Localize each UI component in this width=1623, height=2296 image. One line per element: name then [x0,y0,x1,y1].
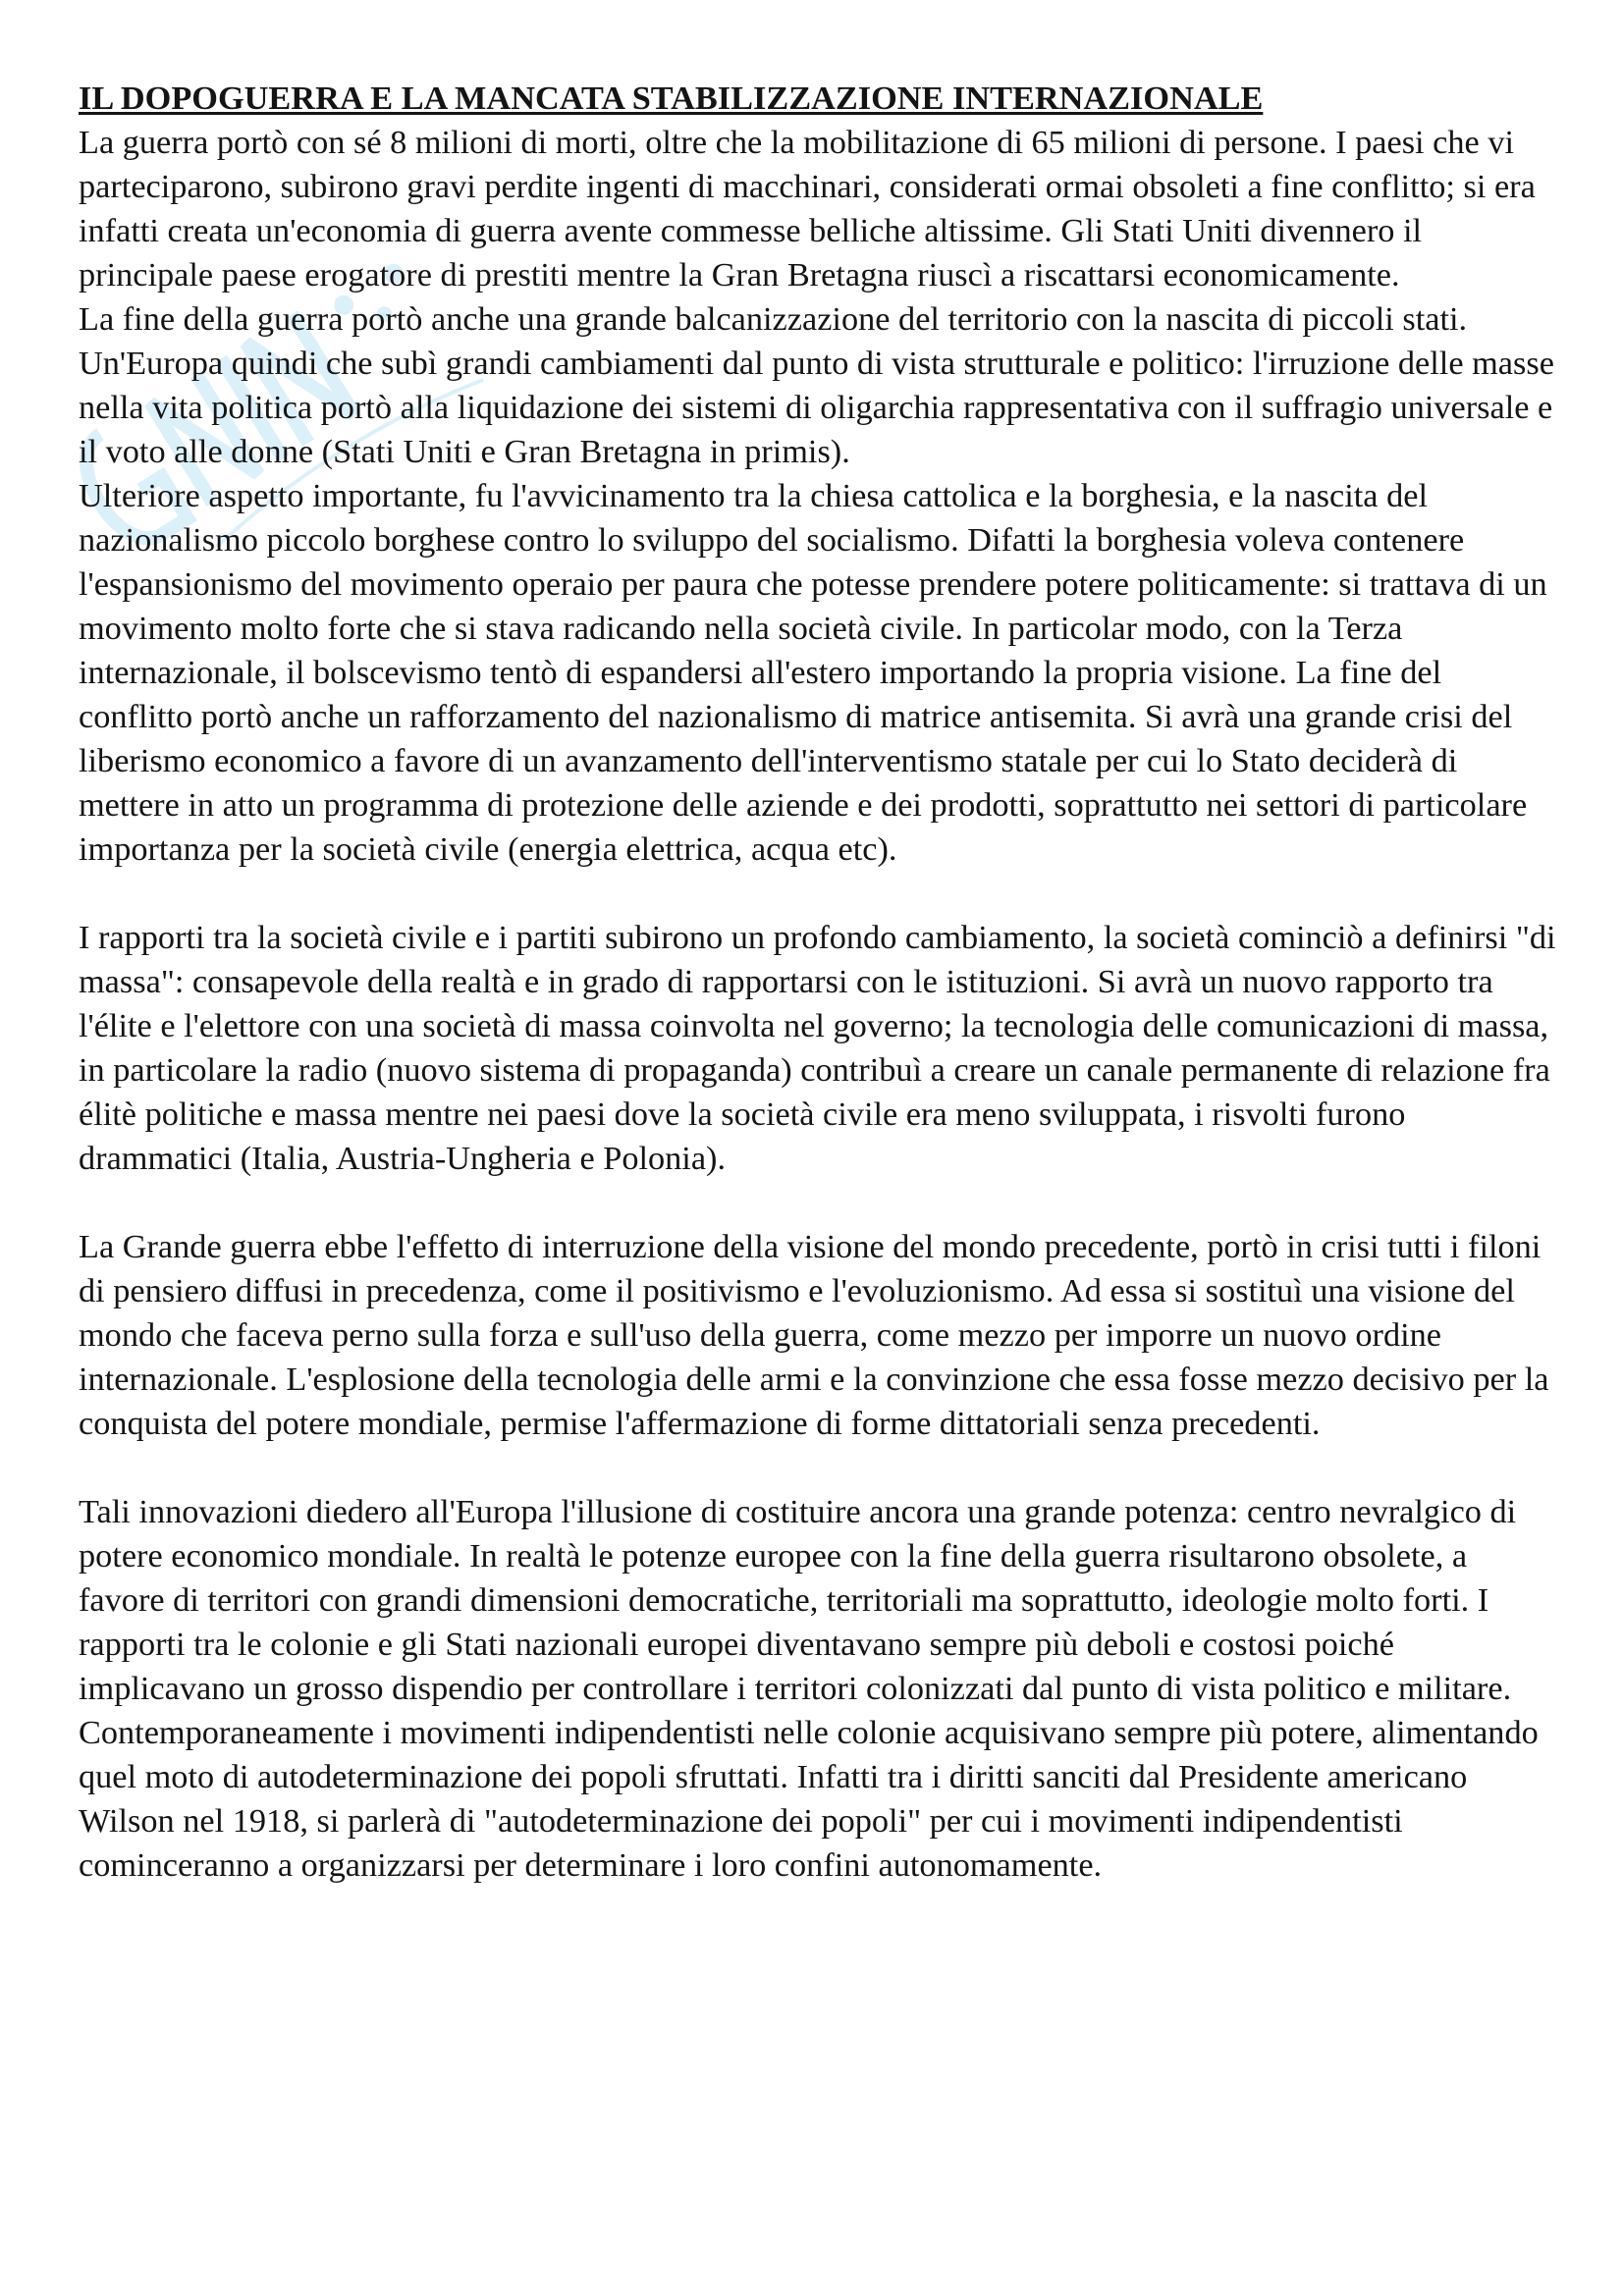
paragraph-2: La fine della guerra portò anche una grande balcanizzazione del territorio con la nascita di piccoli stati. Un'Europa quindi che subì grandi cambiamenti dal punto di vista strutturale e politico: l'irruzione delle masse nella vita politica portò alla liquidazione dei sistemi di oligarchia rappresentativa con il suffragio universale e il voto alle donne (Stati Uniti e Gran Bretagna in primis). [79,300,1554,470]
paragraph-spacer [79,872,1561,916]
paragraph-4: I rapporti tra la società civile e i partiti subirono un profondo cambiamento, la società cominciò a definirsi "di massa": consapevole della realtà e in grado di rapportarsi con le istituzioni. Si avrà un nuovo rapporto tra l'élite e l'elettore con una società di massa coinvolta nel governo; la tecnologia delle comunicazioni di massa, in particolare la radio (nuovo sistema di propaganda) contribuì a creare un canale permanente di relazione fra élitè politiche e massa mentre nei paesi dove la società civile era meno sviluppata, i risvolti furono drammatici (Italia, Austria-Ungheria e Polonia). [79,919,1556,1177]
paragraph-5: La Grande guerra ebbe l'effetto di interruzione della visione del mondo precedente, portò in crisi tutti i filoni di pensiero diffusi in precedenza, come il positivismo e l'evoluzionismo. Ad essa si sostituì una visione del mondo che faceva perno sulla forza e sull'uso della guerra, come mezzo per imporre un nuovo ordine internazionale. L'esplosione della tecnologia delle armi e la convinzione che essa fosse mezzo decisivo per la conquista del potere mondiale, permise l'affermazione di forme dittatoriali senza precedenti. [79,1228,1549,1442]
paragraph-spacer [79,1446,1561,1490]
paragraph-spacer [79,1181,1561,1225]
paragraph-1: La guerra portò con sé 8 milioni di morti, oltre che la mobilitazione di 65 milioni di persone. I paesi che vi parteciparono, subirono gravi perdite ingenti di macchinari, considerati ormai obsoleti a fine conflitto; si era infatti creata un'economia di guerra avente commesse belliche altissime. Gli Stati Uniti divennero il principale paese erogatore di prestiti mentre la Gran Bretagna riuscì a riscattarsi economicamente. [79,124,1536,294]
document-title: IL DOPOGUERRA E LA MANCATA STABILIZZAZIONE INTERNAZIONALE [79,80,1264,117]
document-body [79,77,1561,1888]
paragraph-6: Tali innovazioni diedero all'Europa l'illusione di costituire ancora una grande potenza: centro nevralgico di potere economico mondiale. In realtà le potenze europee con la fine della guerra risultarono obsolete, a favore di territori con grandi dimensioni democratiche, territoriali ma soprattutto, ideologie molto forti. I rapporti tra le colonie e gli Stati nazionali europei diventavano sempre più deboli e costosi poiché implicavano un grosso dispendio per controllare i territori colonizzati dal punto di vista politico e militare. Contemporaneamente i movimenti indipendentisti nelle colonie acquisivano sempre più potere, alimentando quel moto di autodeterminazione dei popoli sfruttati. Infatti tra i diritti sanciti dal Presidente americano Wilson nel 1918, si parlerà di "autodeterminazione dei popoli" per cui i movimenti indipendentisti cominceranno a organizzarsi per determinare i loro confini autonomamente. [79,1493,1539,1884]
paragraph-3: Ulteriore aspetto importante, fu l'avvicinamento tra la chiesa cattolica e la borghesia, e la nascita del nazionalismo piccolo borghese contro lo sviluppo del socialismo. Difatti la borghesia voleva contenere l'espansionismo del movimento operaio per paura che potesse prendere potere politicamente: si trattava di un movimento molto forte che si stava radicando nella società civile. In particolar modo, con la Terza internazionale, il bolscevismo tentò di espandersi all'estero importando la propria visione. La fine del conflitto portò anche un rafforzamento del nazionalismo di matrice antisemita. Si avrà una grande crisi del liberismo economico a favore di un avanzamento dell'interventismo statale per cui lo Stato deciderà di mettere in atto un programma di protezione delle aziende e dei prodotti, soprattutto nei settori di particolare importanza per la società civile (energia elettrica, acqua etc). [79,477,1547,868]
